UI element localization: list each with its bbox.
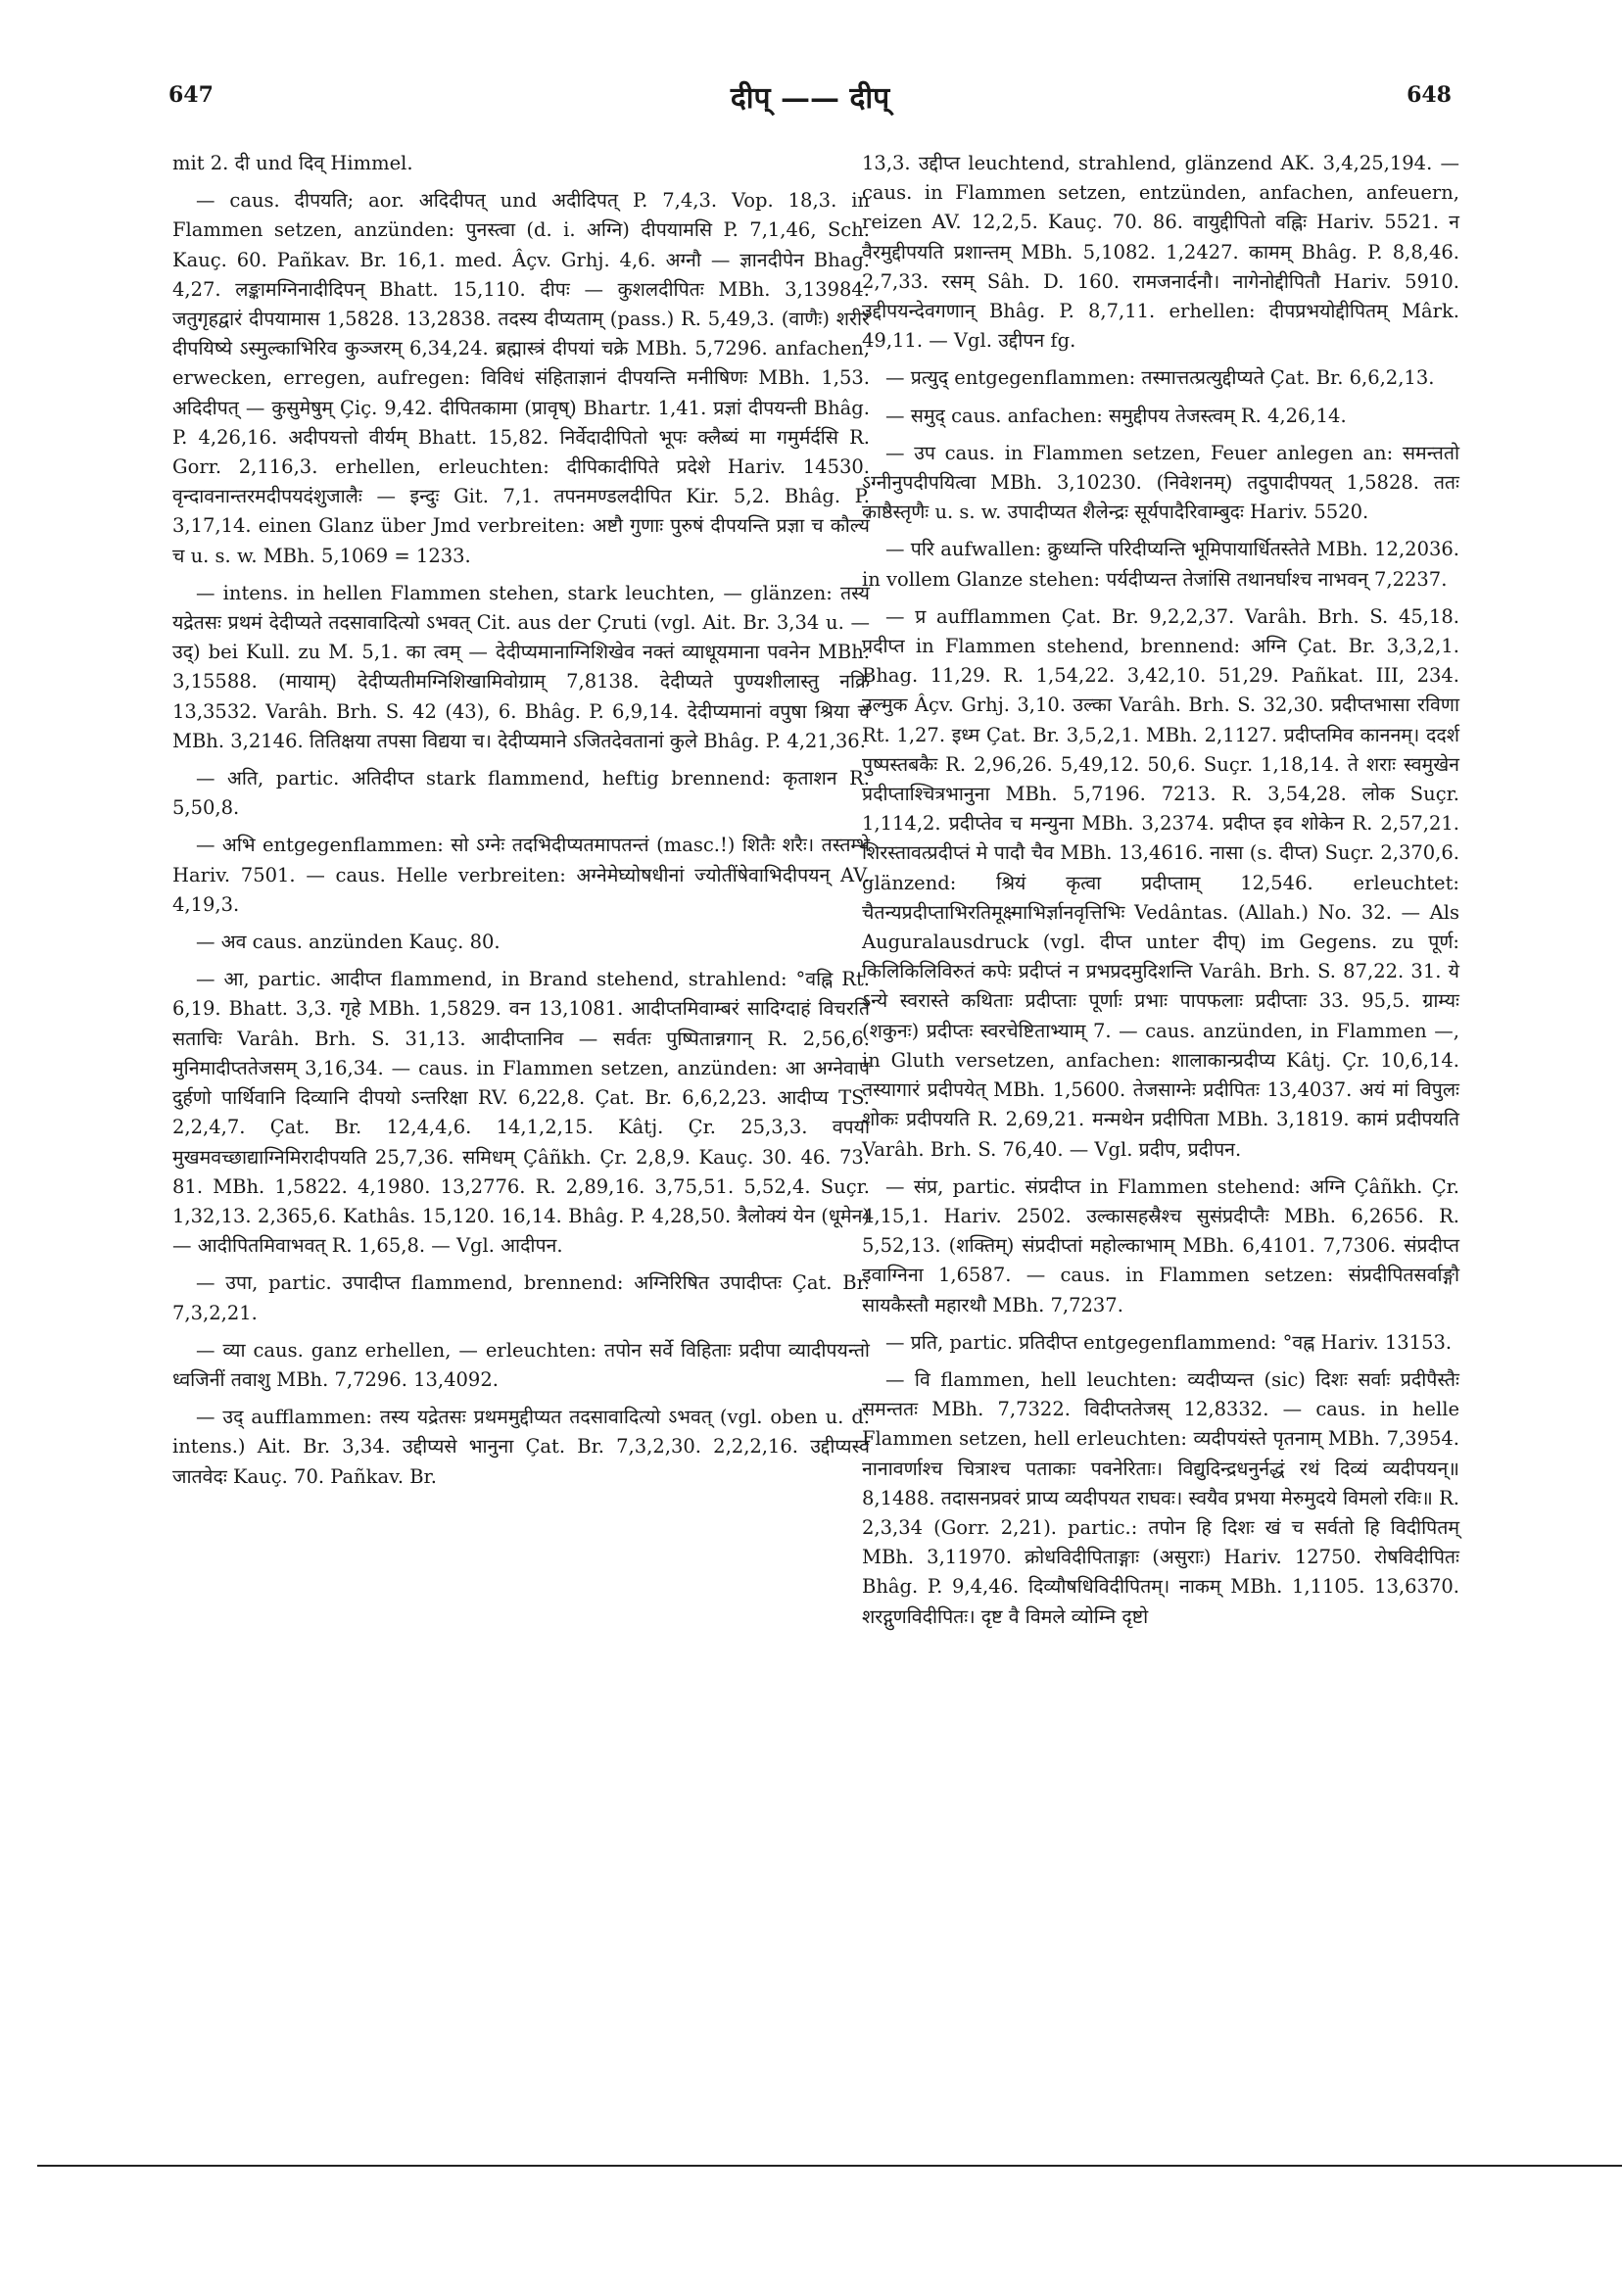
paragraph: — अव caus. anzünden Kauç. 80. [196,931,501,954]
paragraph: — प्रत्युद् entgegenflammen: तस्मात्तत्प्रत्युद्दीप्यते Çat. Br. 6,6,2,13. [885,366,1435,390]
page-header [168,76,1452,125]
paragraph: — प्र aufflammen Çat. Br. 9,2,2,37. Varâh. Brh. S. 45,18. प्रदीप्त in Flammen stehend, brennend: अग्नि Çat. Br. 3,3,2,1. Bhag. 11,29. R. 1,54,22. 3,42,10. 51,29. Pañkat. III, 234. उल्मुक Âçv. Grhj. 3,10. उल्का Varâh. Brh. S. 32,30. प्रदीप्तभासा रविणा Rt. 1,27. इध्म Çat. Br. 3,5,2,1. MBh. 2,1127. प्रदीप्तमिव काननम्। ददर्श पुष्पस्तबकैः R. 2,96,26. 5,49,12. 50,6. Suçr. 1,18,14. ते शराः स्वमुखेन प्रदीप्ताश्चित्रभानुना MBh. 5,7196. 7213. R. 3,54,28. लोक Suçr. 1,114,2. प्रदीप्तेव च मन्युना MBh. 3,2374. प्रदीप्त इव शोकेन R. 2,57,21. शिरस्तावत्प्रदीप्तं मे पादौ चैव MBh. 13,4616. नासा (s. दीप्त) Suçr. 2,370,6. glänzend: श्रियं कृत्वा प्रदीप्ताम् 12,546. erleuchtet: चैतन्यप्रदीप्ताभिरतिमूक्ष्माभिर्ज्ञानवृत्तिभिः Vedântas. (Allah.) No. 32. — Als Auguralausdruck (vgl. दीप्त unter दीप्) im Gegens. zu पूर्ण: किलिकिलिविरुतं कपेः प्रदीप्तं न प्रभप्रदमुदिशन्ति Varâh. Brh. S. 87,22. 31. ये ऽन्ये स्वरास्ते कथिताः प्रदीप्ताः पूर्णाः प्रभाः पापफलाः प्रदीप्ताः 33. 95,5. ग्राम्यः (शकुनः) प्रदीप्तः स्वरचेष्टिताभ्याम् 7. — caus. anzünden, in Flammen —, in Gluth versetzen, anfachen: शालाकान्प्रदीप्य Kâtj. Çr. 10,6,14. तस्यागारं प्रदीपयेत् MBh. 1,5600. तेजसाग्नेः प्रदीपितः 13,4037. अयं मां विपुलः शोकः प्रदीपयति R. 2,69,21. मन्मथेन प्रदीपिता MBh. 3,1819. कामं प्रदीपयति Varâh. Brh. S. 76,40. — Vgl. प्रदीप, प्रदीपन. [862,604,1459,1161]
paragraph: — intens. in hellen Flammen stehen, stark leuchten, — glänzen: तस्य यद्रेतसः प्रथमं देदीप्यते तदसावादित्यो ऽभवत् Cit. aus der Çruti (vgl. Ait. Br. 3,34 u. — उद्) bei Kull. zu M. 5,1. का त्वम् — देदीप्यमानाग्निशिखेव नक्तं व्याधूयमाना पवनेन MBh. 3,15588. (मायाम्) देदीप्यतीमग्निशिखामिवोग्राम् 7,8138. देदीप्यते पुण्यशीलास्तु नक्रि 13,3532. Varâh. Brh. S. 42 (43), 6. Bhâg. P. 6,9,14. देदीप्यमानां वपुषा श्रिया च MBh. 3,2146. तितिक्षया तपसा विद्यया च। देदीप्यमाने ऽजितदेवतानां कुले Bhâg. P. 4,21,36. [172,581,870,752]
left-column [172,149,870,1500]
paragraph: — आ, partic. आदीप्त flammend, in Brand stehend, strahlend: °वह्नि Rt. 6,19. Bhatt. 3,3. गृहे MBh. 1,5829. वन 13,1081. आदीप्तमिवाम्बरं सादिग्दाहं विचरति सताचिः Varâh. Brh. S. 31,13. आदीप्तानिव — सर्वतः पुष्पितान्नगान् R. 2,56,6. मुनिमादीप्ततेजसम् 3,16,34. — caus. in Flammen setzen, anzünden: आ अग्नेवाप दुर्हणो पार्थिवानि दिव्यानि दीपयो ऽन्तरिक्षा RV. 6,22,8. Çat. Br. 6,6,2,23. आदीप्य TS. 2,2,4,7. Çat. Br. 12,4,4,6. 14,1,2,15. Kâtj. Çr. 25,3,3. वपया मुखमवच्छाद्याग्निमिरादीपयति 25,7,36. समिधम् Çâñkh. Çr. 2,8,9. Kauç. 30. 46. 73. 81. MBh. 1,5822. 4,1980. 13,2776. R. 2,89,16. 3,75,51. 5,52,4. Suçr. 1,32,13. 2,365,6. Kathâs. 15,120. 16,14. Bhâg. P. 4,28,50. त्रैलोक्यं येन (धूमेन) — आदीपितमिवाभवत् R. 1,65,8. — Vgl. आदीपन. [172,968,870,1258]
paragraph: — वि flammen, hell leuchten: व्यदीप्यन्त (sic) दिशः सर्वाः प्रदीपैस्तैः समन्ततः MBh. 7,7322. विदीप्ततेजस् 12,8332. — caus. in helle Flammen setzen, hell erleuchten: व्यदीपयंस्ते पृतनाम् MBh. 7,3954. नानावर्णाश्च चित्राश्च पताकाः पवनेरिताः। विद्युदिन्द्रधनुर्नद्धं रथं दिव्यं व्यदीपयन्॥ 8,1488. तदासनप्रवरं प्राप्य व्यदीपयत राघवः। स्वयैव प्रभया मेरुमुदये विमलो रविः॥ R. 2,3,34 (Gorr. 2,21). partic.: तपोन हि दिशः खं च सर्वतो हि विदीपितम् MBh. 3,11970. क्रोधविदीपिताङ्गाः (असुराः) Hariv. 12750. रोषविदीपितः Bhâg. P. 9,4,46. दिव्यौषधिविदीपितम्। नाकम् MBh. 1,1105. 13,6370. शरद्गुणविदीपितः। दृष्ट वै विमले व्योम्नि दृष्टो [862,1367,1459,1628]
paragraph: — उद् aufflammen: तस्य यद्रेतसः प्रथममुद्दीप्यत तदसावादित्यो ऽभवत् (vgl. oben u. d. intens.) Ait. Br. 3,34. उद्दीप्यसे भानुना Çat. Br. 7,3,2,30. 2,2,2,16. उद्दीप्यस्व जातवेदः Kauç. 70. Pañkav. Br. [172,1406,870,1488]
paragraph: — अति, partic. अतिदीप्त stark flammend, heftig brennend: कृताशन R. 5,50,8. [172,767,870,820]
paragraph: — परि aufwallen: क्रुध्यन्ति परिदीप्यन्ति भूमिपायार्धितस्तेते MBh. 12,2036. in vollem Glanze stehen: पर्यदीप्यन्त तेजांसि तथानर्घाश्च नाभवन् 7,2237. [862,538,1459,591]
paragraph: mit 2. दी und दिव् Himmel. [172,152,413,174]
page-number-right: 648 [1407,82,1452,108]
running-headword: दीप् —— दीप् [730,81,890,116]
paragraph: — उपा, partic. उपादीप्त flammend, brennend: अग्निरिषित उपादीप्तः Çat. Br. 7,3,2,21. [172,1271,870,1324]
footer-rule [37,2165,1622,2167]
paragraph: — अभि entgegenflammen: सो ऽग्नेः तदभिदीप्यतमापतन्तं (masc.!) शितैः शरैः। तस्तम्भे Hariv. 7501. — caus. Helle verbreiten: अग्नेमेघ्योषधीनां ज्योतींषेवाभिदीपयन् AV. 4,19,3. [172,834,870,916]
right-column [862,149,1459,1640]
paragraph: — उप caus. in Flammen setzen, Feuer anlegen an: समन्ततो ऽग्नीनुपदीपयित्वा MBh. 3,10230. (निवेशनम्) तदुपादीपयत् 1,5828. ततः काष्ठैस्तृणैः u. s. w. उपादीप्यत शैलेन्द्रः सूर्यपादैरिवाम्बुदः Hariv. 5520. [862,441,1459,524]
paragraph: — प्रति, partic. प्रतिदीप्त entgegenflammend: °वह्न Hariv. 13153. [885,1330,1453,1354]
paragraph: — समुद् caus. anfachen: समुद्दीपय तेजस्त्वम् R. 4,26,14. [885,404,1347,427]
page-number-left: 647 [168,82,214,108]
paragraph: — व्या caus. ganz erhellen, — erleuchten: तपोन सर्वे विहिताः प्रदीपा व्यादीपयन्तो ध्वजिनीं तवाशु MBh. 7,7296. 13,4092. [172,1338,870,1391]
paragraph: — संप्र, partic. संप्रदीप्त in Flammen stehend: अग्नि Çâñkh. Çr. 4,15,1. Hariv. 2502. उल्कासहस्रैश्च सुसंप्रदीप्तैः MBh. 6,2656. R. 5,52,13. (शक्तिम्) संप्रदीप्तां महोल्काभाम् MBh. 6,4101. 7,7306. संप्रदीप्त इवाग्निना 1,6587. — caus. in Flammen setzen: संप्रदीपितसर्वाङ्गौ सायकैस्तौ महारथौ MBh. 7,7237. [862,1174,1459,1316]
paragraph: — caus. दीपयति; aor. अदिदीपत् und अदीदिपत् P. 7,4,3. Vop. 18,3. in Flammen setzen, anzünden: पुनस्त्वा (d. i. अग्नि) दीपयामसि P. 7,1,46, Sch. Kauç. 60. Pañkav. Br. 16,1. med. Âçv. Grhj. 4,6. अग्नौ — ज्ञानदीपेन Bhag. 4,27. लङ्कामग्निनादीदिपन् Bhatt. 15,110. दीपः — कुशलदीपितः MBh. 3,13984. जतुगृहद्वारं दीपयामास 1,5828. 13,2838. तदस्य दीप्यताम् (pass.) R. 5,49,3. (वाणैः) शरीरं दीपयिष्ये ऽस्मुल्काभिरिव कुञ्जरम् 6,34,24. ब्रह्मास्त्रं दीपयां चक्रे MBh. 5,7296. anfachen, erwecken, erregen, aufregen: विविधं संहिताज्ञानं दीपयन्ति मनीषिणः MBh. 1,53. अदिदीपत् — कुसुमेषुम् Çiç. 9,42. दीपितकामा (प्रावृष्) Bhartr. 1,41. प्रज्ञां दीपयन्ती Bhâg. P. 4,26,16. अदीपयत्तो वीर्यम् Bhatt. 15,82. निर्वेदादीपितो भूपः क्लैब्यं मा गमुर्मर्दसि R. Gorr. 2,116,3. erhellen, erleuchten: दीपिकादीपिते प्रदेशे Hariv. 14530. वृन्दावनान्तरमदीपयदंशुजालैः — इन्दुः Git. 7,1. तपनमण्डलदीपित Kir. 5,2. Bhâg. P. 3,17,14. einen Glanz über Jmd verbreiten: अष्टौ गुणाः पुरुषं दीपयन्ति प्रज्ञा च कौल्यं च u. s. w. MBh. 5,1069 = 1233. [172,189,870,567]
paragraph: 13,3. उद्दीप्त leuchtend, strahlend, glänzend AK. 3,4,25,194. — caus. in Flammen setzen, entzünden, anfachen, anfeuern, reizen AV. 12,2,5. Kauç. 70. 86. वायुद्दीपितो वह्निः Hariv. 5521. न वैरमुद्दीपयति प्रशान्तम् MBh. 5,1082. 1,2427. कामम् Bhâg. P. 8,8,46. 2,7,33. रसम् Sâh. D. 160. रामजनार्दनौ। नागेनोद्दीपितौ Hariv. 5910. उद्दीपयन्देवगणान् Bhâg. P. 8,7,11. erhellen: दीपप्रभयोद्दीपितम् Mârk. 49,11. — Vgl. उद्दीपन fg. [862,152,1459,353]
